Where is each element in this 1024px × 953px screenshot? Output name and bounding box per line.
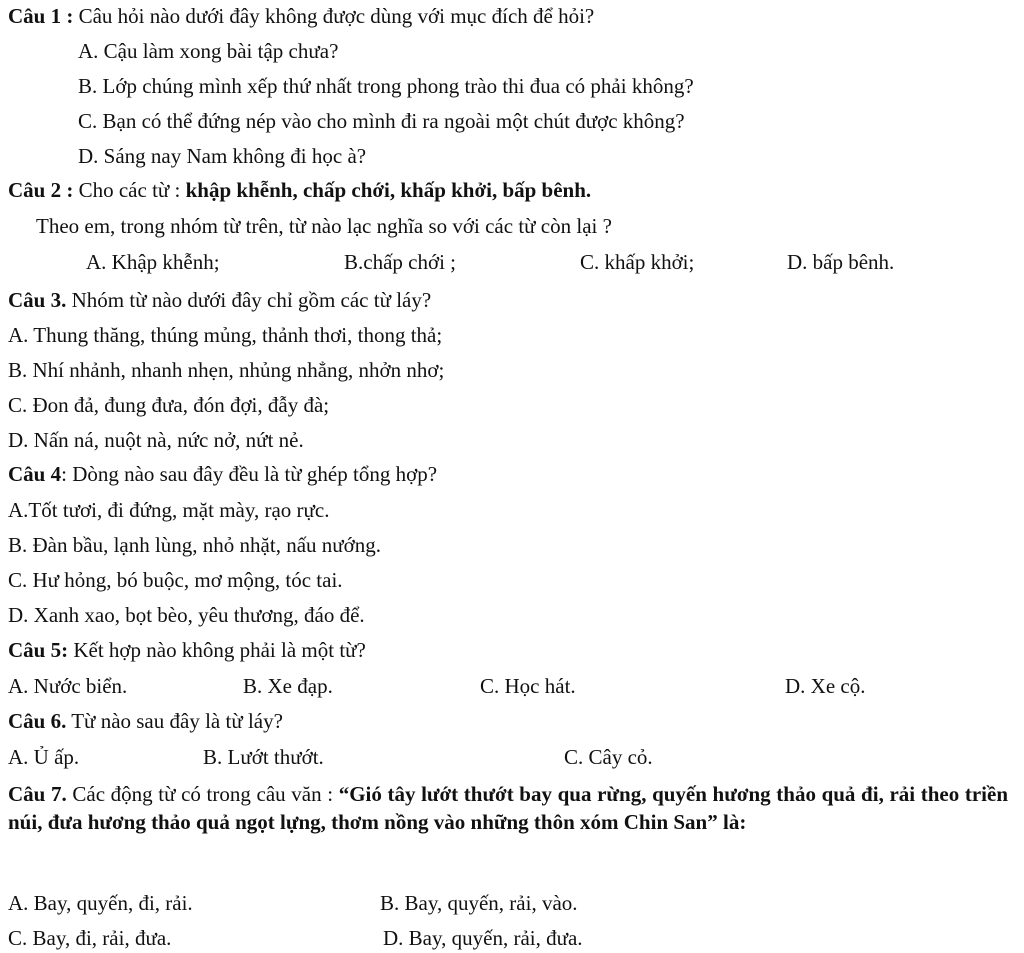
- q3-option-b: B. Nhí nhảnh, nhanh nhẹn, nhủng nhẳng, nhởn nhơ;: [8, 358, 445, 382]
- q6-option-b: B. Lướt thướt.: [203, 745, 324, 769]
- question-1-text: Câu hỏi nào dưới đây không được dùng với mục đích để hỏi?: [73, 4, 595, 28]
- q1-option-a: A. Cậu làm xong bài tập chưa?: [78, 39, 339, 63]
- q7-option-b: B. Bay, quyến, rải, vào.: [380, 891, 578, 915]
- question-1: [8, 2, 594, 30]
- question-3-text: Nhóm từ nào dưới đây chỉ gồm các từ láy?: [66, 288, 432, 312]
- q2-option-a: A. Khập khễnh;: [86, 250, 220, 274]
- question-2: [8, 176, 591, 204]
- q7-option-a: A. Bay, quyến, đi, rải.: [8, 891, 193, 915]
- q7-option-d: D. Bay, quyến, rải, đưa.: [383, 926, 583, 950]
- q4-option-d: D. Xanh xao, bọt bèo, yêu thương, đáo để.: [8, 603, 365, 627]
- question-6-text: Từ nào sau đây là từ láy?: [66, 709, 283, 733]
- question-5: [8, 636, 366, 664]
- question-7-quote: “Gió tây lướt thướt bay qua rừng, quyến hương thảo quả đi, rải theo triền núi, đưa hương thảo quả ngọt lựng, thơm nồng vào những thôn xóm Chin San” là:: [8, 782, 1008, 834]
- question-2-label: Câu 2 :: [8, 178, 74, 202]
- q1-option-d: D. Sáng nay Nam không đi học à?: [78, 144, 367, 168]
- question-4: [8, 460, 437, 488]
- question-6-label: Câu 6.: [8, 709, 67, 733]
- question-7: [8, 780, 1008, 836]
- q7-option-c: C. Bay, đi, rải, đưa.: [8, 926, 172, 950]
- question-2-text: Cho các từ :: [73, 178, 186, 202]
- question-7-label: Câu 7.: [8, 782, 67, 806]
- q4-option-a: A.Tốt tươi, đi đứng, mặt mày, rạo rực.: [8, 498, 330, 522]
- question-1-label: Câu 1 :: [8, 4, 74, 28]
- q6-option-a: A. Ủ ấp.: [8, 745, 80, 769]
- question-5-text: Kết hợp nào không phải là một từ?: [68, 638, 366, 662]
- q3-option-c: C. Đon đả, đung đưa, đón đợi, đẫy đà;: [8, 393, 330, 417]
- q4-option-b: B. Đàn bầu, lạnh lùng, nhỏ nhặt, nấu nướng.: [8, 533, 382, 557]
- q5-option-b: B. Xe đạp.: [243, 674, 333, 698]
- question-2-prompt: Theo em, trong nhóm từ trên, từ nào lạc nghĩa so với các từ còn lại ?: [36, 214, 612, 238]
- q3-option-a: A. Thung thăng, thúng mủng, thảnh thơi, thong thả;: [8, 323, 443, 347]
- q4-option-c: C. Hư hỏng, bó buộc, mơ mộng, tóc tai.: [8, 568, 343, 592]
- q2-option-b: B.chấp chới ;: [344, 250, 456, 274]
- q6-option-c: C. Cây cỏ.: [564, 745, 653, 769]
- q5-option-a: A. Nước biển.: [8, 674, 128, 698]
- q3-option-d: D. Nấn ná, nuột nà, nức nở, nứt nẻ.: [8, 428, 304, 452]
- q5-option-d: D. Xe cộ.: [785, 674, 866, 698]
- q2-option-c: C. khấp khởi;: [580, 250, 695, 274]
- question-7-text: Các động từ có trong câu văn :: [66, 782, 339, 806]
- question-5-label: Câu 5:: [8, 638, 69, 662]
- question-2-words: khập khễnh, chấp chới, khấp khởi, bấp bênh.: [185, 178, 592, 202]
- question-6: [8, 707, 283, 735]
- q5-option-c: C. Học hát.: [480, 674, 576, 698]
- question-4-text: : Dòng nào sau đây đều là từ ghép tổng hợp?: [61, 462, 438, 486]
- question-3-label: Câu 3.: [8, 288, 67, 312]
- q1-option-c: C. Bạn có thể đứng nép vào cho mình đi ra ngoài một chút được không?: [78, 109, 685, 133]
- q1-option-b: B. Lớp chúng mình xếp thứ nhất trong phong trào thi đua có phải không?: [78, 74, 694, 98]
- question-3: [8, 286, 431, 314]
- q2-option-d: D. bấp bênh.: [787, 250, 895, 274]
- question-4-label: Câu 4: [8, 462, 62, 486]
